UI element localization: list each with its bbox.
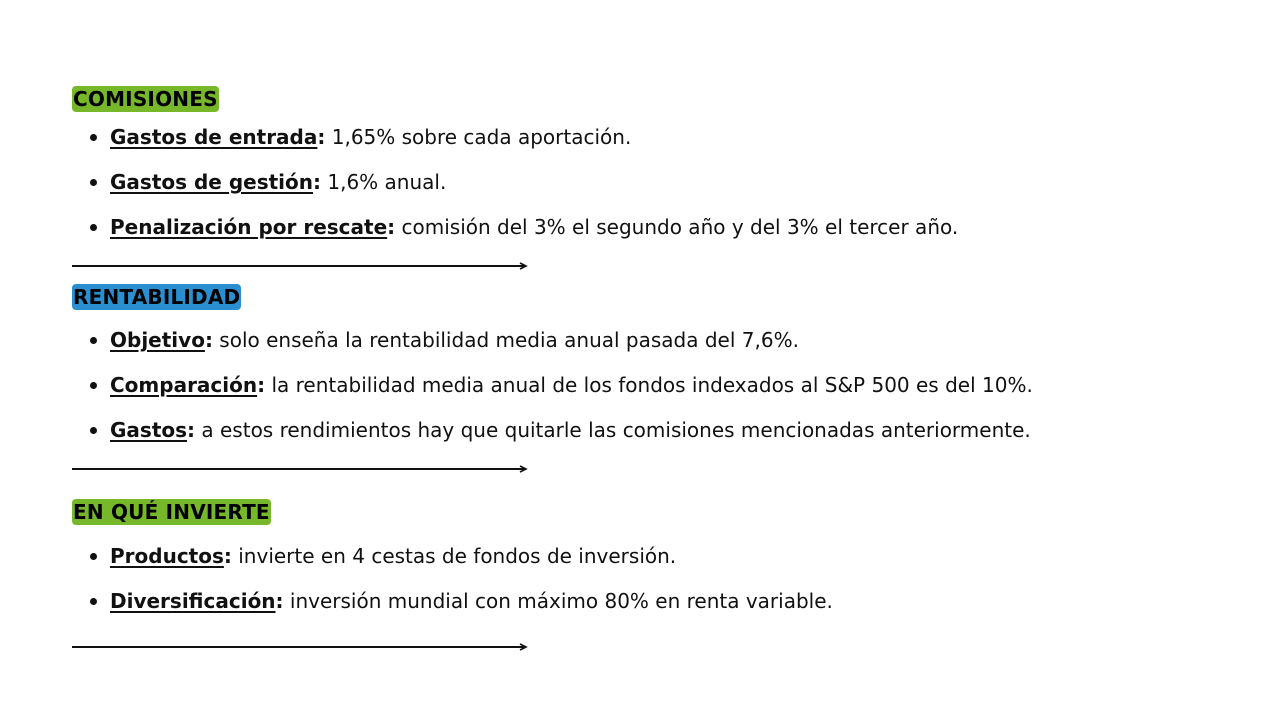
section-en-que-invierte: [72, 499, 833, 614]
item-colon: :: [317, 125, 326, 149]
list-item: [72, 588, 833, 614]
divider-arrow: [72, 465, 528, 473]
item-colon: :: [223, 544, 232, 568]
item-colon: :: [313, 170, 322, 194]
item-text: solo enseña la rentabilidad media anual pasada del 7,6%.: [212, 328, 799, 352]
list-item: [72, 169, 958, 195]
item-colon: :: [187, 418, 196, 442]
item-term: Penalización por rescate: [110, 215, 388, 239]
item-term: Gastos de entrada: [110, 125, 318, 149]
list-item: [72, 543, 833, 569]
item-text: invierte en 4 cestas de fondos de inversión.: [231, 544, 677, 568]
item-term: Comparación: [110, 373, 258, 397]
section-heading: RENTABILIDAD: [73, 285, 241, 309]
list-item: [72, 327, 1033, 353]
list-item: [72, 214, 958, 240]
item-text: 1,65% sobre cada aportación.: [325, 125, 632, 149]
section-heading: COMISIONES: [73, 87, 218, 111]
item-text: comisión del 3% el segundo año y del 3% el tercer año.: [395, 215, 959, 239]
item-text: a estos rendimientos hay que quitarle las comisiones mencionadas anteriormente.: [195, 418, 1031, 442]
item-text: inversión mundial con máximo 80% en renta variable.: [283, 589, 833, 613]
item-term: Diversificación: [110, 589, 276, 613]
item-colon: :: [275, 589, 284, 613]
item-text: 1,6% anual.: [321, 170, 447, 194]
divider-arrow: [72, 262, 528, 270]
list-item: [72, 417, 1033, 443]
item-term: Gastos de gestión: [110, 170, 314, 194]
section-rentabilidad: [72, 284, 1033, 443]
item-colon: :: [204, 328, 213, 352]
bullet-list: [72, 124, 958, 240]
section-heading: EN QUÉ INVIERTE: [73, 500, 270, 524]
item-term: Productos: [110, 544, 224, 568]
item-term: Gastos: [110, 418, 188, 442]
bullet-list: [72, 327, 1033, 443]
list-item: [72, 372, 1033, 398]
list-item: [72, 124, 958, 150]
item-colon: :: [257, 373, 266, 397]
bullet-list: [72, 543, 833, 614]
item-text: la rentabilidad media anual de los fondos indexados al S&P 500 es del 10%.: [265, 373, 1033, 397]
section-comisiones: [72, 86, 958, 240]
divider-arrow: [72, 643, 528, 651]
item-term: Objetivo: [110, 328, 205, 352]
item-colon: :: [387, 215, 396, 239]
